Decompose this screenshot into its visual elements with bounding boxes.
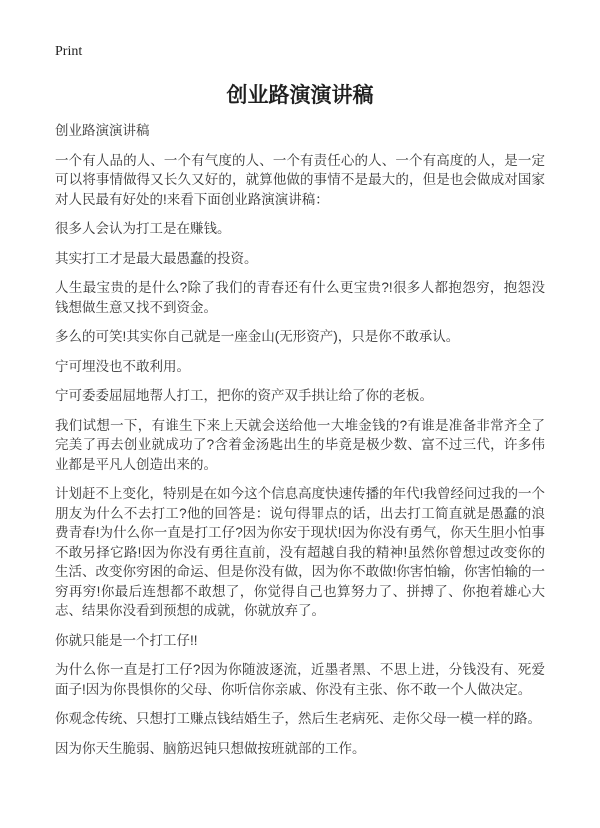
paragraph-8: 我们试想一下，有谁生下来上天就会送给他一大堆金钱的?有谁是准备非常齐全了完美了再去创业就成功了?含着金汤匙出生的毕竟是极少数、富不过三代，许多伟业都是平凡人创造出来的。 [55, 417, 545, 472]
page-title: 创业路演演讲稿 [226, 84, 374, 107]
paragraph-5: 多么的可笑!其实你自己就是一座金山(无形资产)，只是你不敢承认。 [55, 329, 460, 344]
paragraph-6: 宁可埋没也不敢利用。 [55, 358, 190, 374]
paragraph-3: 其实打工才是最大最愚蠢的投资。 [55, 250, 258, 266]
paragraph-10: 你就只能是一个打工仔!! [55, 632, 198, 648]
paragraph-13: 因为你天生脆弱、脑筋迟钝只想做按班就部的工作。 [55, 740, 366, 756]
paragraph-12: 你观念传统、只想打工赚点钱结婚生子，然后生老病死、走你父母一模一样的路。 [55, 711, 541, 726]
paragraph-2: 很多人会认为打工是在赚钱。 [55, 221, 231, 236]
paragraph-11: 为什么你一直是打工仔?因为你随波逐流，近墨者黑、不思上进，分钱没有、死爱面子!因为你畏惧你的父母、你听信你亲戚、你没有主张、你不敢一个人做决定。 [55, 662, 545, 697]
paragraph-4: 人生最宝贵的是什么?除了我们的青春还有什么更宝贵?!很多人都抱怨穷，抱怨没钱想做生意又找不到资金。 [55, 280, 545, 315]
print-link[interactable]: Print [55, 44, 83, 59]
paragraph-1: 一个有人品的人、一个有气度的人、一个有责任心的人、一个有高度的人，是一定可以将事情做得又长久又好的，就算他做的事情不是最大的，但是也会做成对国家对人民最有好处的!来看下面创业路演演讲稿： [55, 152, 545, 207]
paragraph-9: 计划赶不上变化，特别是在如今这个信息高度快速传播的年代!我曾经问过我的一个朋友为什么不去打工?他的回答是：说句得罪点的话，出去打工简直就是愚蠢的浪费青春!为什么你一直是打工仔?因为你安于现状!因为你没有勇气，你天生胆小怕事不敢另择它路!因为你没有勇往直前，没有超越自我的精神!虽然你曾想过改变你的生活、改变你穷困的命运、但是你没有做，因为你不敢做!你害怕输，你害怕输的一穷再穷!你最后连想都不敢想了，你觉得自己也算努力了、拼搏了、你抱着雄心大志、结果你没看到预想的成就，你就放弃了。 [55, 486, 545, 618]
document-subtitle: 创业路演演讲稿 [55, 123, 150, 138]
paragraph-7: 宁可委委屈屈地帮人打工，把你的资产双手拱让给了你的老板。 [55, 388, 433, 403]
